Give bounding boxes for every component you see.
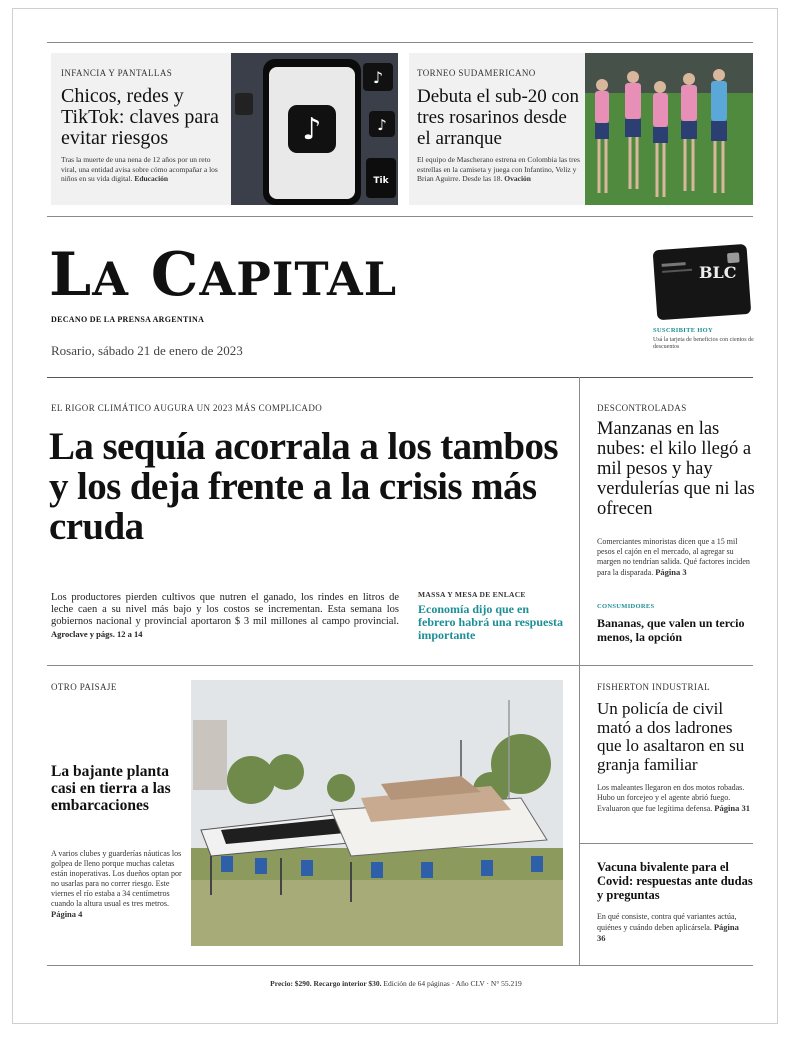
boats-illustration xyxy=(191,680,563,946)
promo-tag: Educación xyxy=(134,174,169,183)
svg-text:♪: ♪ xyxy=(372,68,384,87)
card-cta[interactable]: SUSCRIBITE HOY xyxy=(653,327,714,334)
promo-sub20[interactable] xyxy=(409,53,585,205)
main-sidebar[interactable] xyxy=(418,590,568,642)
players-illustration xyxy=(585,53,753,205)
side-top-sub-kicker: CONSUMIDORES xyxy=(597,603,655,610)
svg-text:♪: ♪ xyxy=(377,116,387,134)
newspaper-front-page xyxy=(12,8,778,1024)
side-top-headline[interactable]: Manzanas en las nubes: el kilo llegó a mil pesos y hay verdulerías que ni las ofrecen xyxy=(597,419,755,519)
main-sub-kicker: MASSA Y MESA DE ENLACE xyxy=(418,590,526,599)
side-top-text: Comerciantes minoristas dicen que a 15 mil pesos el cajón en el mercado, al agregar su margen no tendrían salida. Qué factores inciden para la disparada. Página 3 xyxy=(597,537,750,577)
promo-title: Debuta el sub-20 con tres rosarinos desde el arranque xyxy=(417,86,579,149)
side-top-sub-headline[interactable]: Bananas, que valen un tercio menos, la opción xyxy=(597,616,745,644)
main-ref: Agroclave y págs. 12 a 14 xyxy=(51,629,143,639)
masthead-bottom-rule xyxy=(47,377,753,378)
lower-ref: Página 4 xyxy=(51,909,83,919)
side-mid-kicker: FISHERTON INDUSTRIAL xyxy=(597,682,711,692)
mid-rule xyxy=(47,665,753,666)
tiktok-phone-photo xyxy=(231,53,398,205)
promo-title: Chicos, redes y TikTok: claves para evitar riesgos xyxy=(61,85,219,149)
lower-text: A varios clubes y guarderías náuticas los golpea de lleno porque muchas caletas están inoperativas. Los dueños optan por no usarlas para no correr riesgo. Este viernes el río estaba a 34 centímetros cuando la altura usual es tres metros. Página 4 xyxy=(51,849,182,919)
top-rule xyxy=(47,42,753,43)
side-top-ref: Página 3 xyxy=(655,567,687,577)
side-bottom-headline[interactable]: Vacuna bivalente para el Covid: respuestas ante dudas y preguntas xyxy=(597,860,753,902)
side-top-kicker: DESCONTROLADAS xyxy=(597,403,687,413)
card-ad[interactable] xyxy=(653,243,753,323)
promo-bottom-rule xyxy=(47,216,753,217)
bottom-rule xyxy=(47,965,753,966)
promo-kicker: INFANCIA Y PANTALLAS xyxy=(61,68,173,78)
team-training-photo xyxy=(585,53,753,205)
card-brand: BLC xyxy=(699,263,737,282)
boats-photo xyxy=(191,680,563,946)
side-mid-text: Los maleantes llegaron en dos motos robadas. Hubo un forcejeo y el agente abrió fuego. Evaluaron que fue legítima defensa. Página 31 xyxy=(597,783,750,813)
lower-kicker: OTRO PAISAJE xyxy=(51,682,117,692)
main-sub-headline: Economía dijo que en febrero habrá una respuesta importante xyxy=(418,602,564,642)
masthead-logo[interactable]: LA CAPITAL xyxy=(49,240,398,310)
masthead-date: Rosario, sábado 21 de enero de 2023 xyxy=(51,343,243,358)
side-rule xyxy=(579,843,753,844)
footer-info: Edición de 64 páginas · Año CLV · N° 55.219 xyxy=(383,979,522,988)
footer-price: Precio: $290. Recargo interior $30. xyxy=(270,979,382,988)
card-text: Usá la tarjeta de beneficios con cientos de descuentos xyxy=(653,337,754,350)
promo-tiktok[interactable] xyxy=(51,53,231,205)
promo-tag: Ovación xyxy=(504,174,531,183)
promo-text: El equipo de Mascherano estrena en Colombia las tres estrellas en la camiseta y juega con Infantino, Veliz y Brian Aguirre. Desde las 18. Ovación xyxy=(417,155,580,183)
main-kicker: EL RIGOR CLIMÁTICO AUGURA UN 2023 MÁS COMPLICADO xyxy=(51,403,323,413)
main-body: Los productores pierden cultivos que nutren el ganado, los rindes en litros de leche caen a su nivel más bajo y los costos se incrementan. Esta semana los gobiernos nacional y provincial aportaron $ 3 mil millones al campo provincial. Agroclave y págs. 12 a 14 xyxy=(51,592,399,639)
tiktok-illustration xyxy=(231,53,398,205)
side-bottom-text: En qué consiste, contra qué variantes actúa, quiénes y cuándo deben aplicársela. Página 36 xyxy=(597,912,739,943)
main-headline[interactable]: La sequía acorrala a los tambos y los deja frente a la crisis más cruda xyxy=(49,425,558,548)
column-rule xyxy=(579,377,580,965)
masthead-tagline: DECANO DE LA PRENSA ARGENTINA xyxy=(51,315,205,324)
footer-line xyxy=(13,979,779,988)
credit-card-icon xyxy=(653,243,753,323)
side-bottom-ref: Página 36 xyxy=(597,922,739,943)
side-mid-headline[interactable]: Un policía de civil mató a dos ladrones que lo asaltaron en su granja familiar xyxy=(597,699,745,774)
promo-text: Tras la muerte de una nena de 12 años por un reto viral, una entidad avisa sobre cómo acompañar a los niños en su vida digital. Educación xyxy=(61,155,218,183)
promo-kicker: TORNEO SUDAMERICANO xyxy=(417,68,536,78)
svg-text:♪: ♪ xyxy=(302,112,322,147)
side-mid-ref: Página 31 xyxy=(714,803,750,813)
svg-text:Tik: Tik xyxy=(373,176,389,186)
lower-headline[interactable]: La bajante planta casi en tierra a las embarcaciones xyxy=(51,763,171,814)
